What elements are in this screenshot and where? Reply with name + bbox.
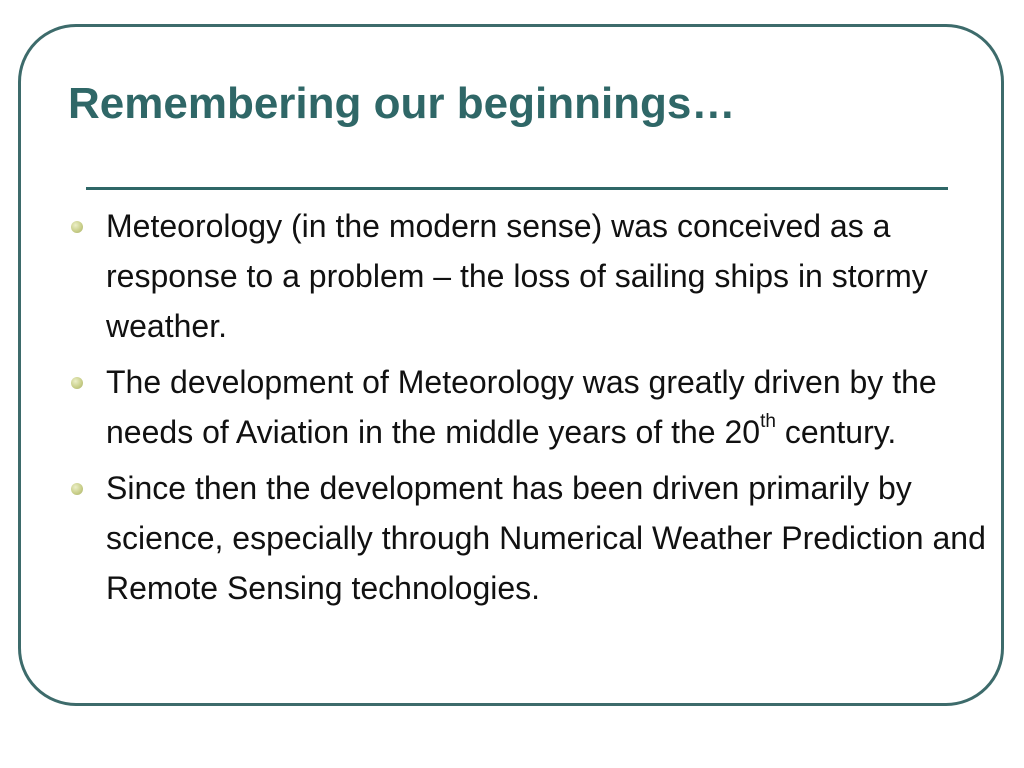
title-divider bbox=[86, 187, 948, 190]
bullet-text-2 bbox=[106, 364, 937, 450]
bullet-dot-icon bbox=[71, 483, 83, 495]
slide-title: Remembering our beginnings… bbox=[68, 79, 736, 128]
bullet-list bbox=[106, 201, 986, 619]
bullet-text-1: Meteorology (in the modern sense) was conceived as a response to a problem – the loss of sailing ships in stormy weather. bbox=[106, 208, 928, 344]
bullet-item-1 bbox=[106, 201, 986, 351]
bullet-item-3 bbox=[106, 463, 986, 613]
bullet-dot-icon bbox=[71, 377, 83, 389]
bullet-item-2 bbox=[106, 357, 986, 457]
bullet-text-2-main: The development of Meteorology was greatly driven by the needs of Aviation in the middle years of the 20 bbox=[106, 364, 937, 450]
bullet-text-2-end: century. bbox=[775, 414, 897, 450]
bullet-dot-icon bbox=[71, 221, 83, 233]
bullet-text-3: Since then the development has been driven primarily by science, especially through Numerical Weather Prediction and Remote Sensing technologies. bbox=[106, 470, 986, 606]
bullet-text-2-superscript: th bbox=[760, 411, 776, 433]
